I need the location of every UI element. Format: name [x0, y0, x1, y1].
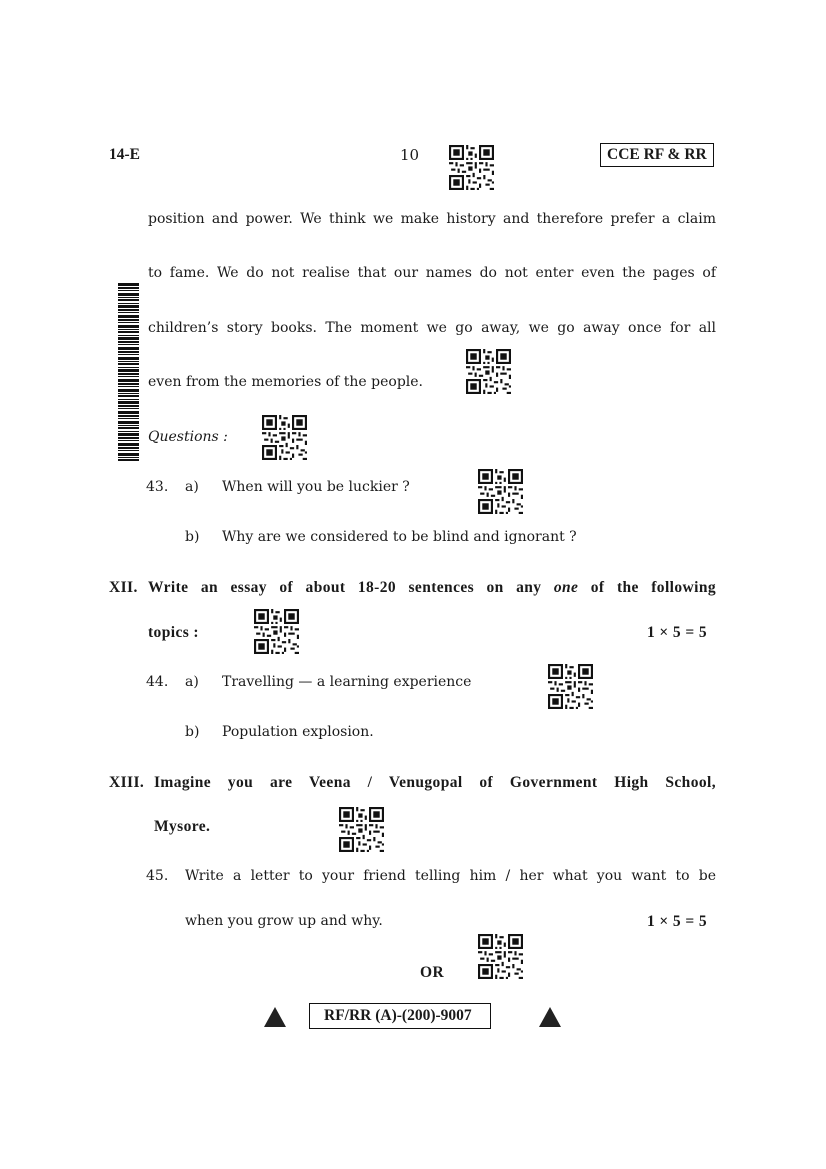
question-text: When will you be luckier ?: [222, 479, 410, 495]
section-instruction: topics :: [148, 624, 199, 641]
option-label: a): [185, 479, 199, 495]
triangle-marker-icon: [264, 1007, 286, 1027]
question-text: when you grow up and why.: [185, 913, 383, 929]
qr-code-icon: [262, 415, 307, 460]
passage-line: even from the memories of the people.: [148, 374, 423, 390]
qr-code-icon: [548, 664, 593, 709]
qr-code-icon: [478, 934, 523, 979]
question-text: Population explosion.: [222, 724, 374, 740]
qr-code-icon: [339, 807, 384, 852]
option-label: b): [185, 529, 200, 545]
triangle-marker-icon: [539, 1007, 561, 1027]
section-numeral: XII.: [109, 579, 138, 596]
question-text: Write a letter to your friend telling him / her what you want to be: [185, 868, 716, 884]
section-instruction: Write an essay of about 18-20 sentences on any one of the following: [148, 579, 716, 596]
paper-code: RF/RR (A)-(200)-9007: [309, 1003, 491, 1029]
page-code-left: 14-E: [109, 146, 140, 163]
question-number: 43.: [146, 479, 169, 495]
questions-label: Questions :: [148, 429, 228, 445]
option-label: a): [185, 674, 199, 690]
question-text: Why are we considered to be blind and ignorant ?: [222, 529, 577, 545]
marks-label: 1 × 5 = 5: [647, 624, 708, 641]
or-label: OR: [420, 964, 445, 981]
option-label: b): [185, 724, 200, 740]
section-instruction: Mysore.: [154, 818, 211, 835]
page-number: 10: [400, 146, 420, 164]
section-instruction: Imagine you are Veena / Venugopal of Government High School,: [154, 774, 716, 791]
passage-line: children’s story books. The moment we go away, we go away once for all: [148, 320, 716, 336]
question-text: Travelling — a learning experience: [222, 674, 472, 690]
qr-code-icon: [466, 349, 511, 394]
marks-label: 1 × 5 = 5: [647, 913, 708, 930]
passage-line: position and power. We think we make history and therefore prefer a claim: [148, 211, 716, 227]
qr-code-icon: [254, 609, 299, 654]
passage-line: to fame. We do not realise that our names do not enter even the pages of: [148, 265, 716, 281]
question-number: 45.: [146, 868, 169, 884]
qr-code-icon: [478, 469, 523, 514]
section-numeral: XIII.: [109, 774, 145, 791]
question-number: 44.: [146, 674, 169, 690]
qr-code-icon: [449, 145, 494, 190]
page-code-right: CCE RF & RR: [600, 143, 714, 167]
barcode-icon: [118, 283, 139, 463]
